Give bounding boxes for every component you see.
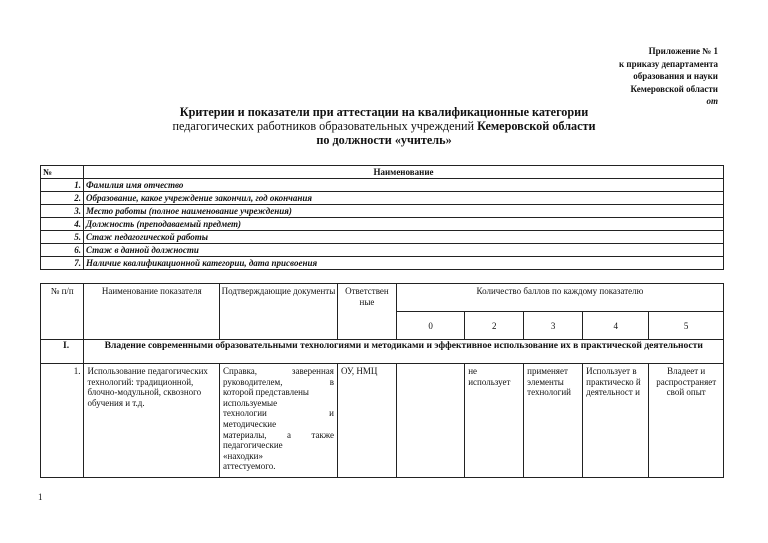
row-num: 5. xyxy=(41,231,84,244)
row-name: Стаж в данной должности xyxy=(84,244,724,257)
table-row xyxy=(41,205,724,218)
doc-line: используемые xyxy=(223,397,278,408)
doc-line: технологии и xyxy=(223,408,334,419)
row-num: 7. xyxy=(41,257,84,270)
table-row xyxy=(41,257,724,270)
row-name: Образование, какое учреждение закончил, год окончания xyxy=(84,192,724,205)
row-responsible: ОУ, НМЦ xyxy=(337,364,396,478)
info-table-header xyxy=(41,166,724,179)
info-header-num: № xyxy=(41,166,84,179)
row-num: 4. xyxy=(41,218,84,231)
annex-line: Кемеровской области xyxy=(630,83,718,94)
header-num: № п/п xyxy=(41,284,84,340)
doc-line: материалы, а также xyxy=(223,429,334,440)
score-col-0: 0 xyxy=(396,312,464,340)
score-col-3: 3 xyxy=(524,312,583,340)
row-num: 1. xyxy=(41,179,84,192)
doc-line: Справка, заверенная xyxy=(223,366,334,376)
annex-line: образования и науки xyxy=(633,71,718,82)
doc-line: руководителем, в xyxy=(223,376,334,387)
table-row xyxy=(41,218,724,231)
doc-line: педагогические xyxy=(223,440,283,451)
row-score-5: Владеет и распространяет свой опыт xyxy=(649,364,724,478)
row-name: Должность (преподаваемый предмет) xyxy=(84,218,724,231)
score-col-4: 4 xyxy=(583,312,649,340)
score-col-2: 2 xyxy=(465,312,524,340)
title-line-3: по должности «учитель» xyxy=(316,132,452,147)
doc-line: «находки» xyxy=(223,450,263,461)
row-num: 1. xyxy=(41,364,84,478)
row-num: 3. xyxy=(41,205,84,218)
section-row xyxy=(41,340,724,364)
info-header-name: Наименование xyxy=(84,166,724,179)
annex-line: к приказу департамента xyxy=(618,58,718,69)
title-line-2 xyxy=(0,120,768,134)
row-name: Фамилия имя отчество xyxy=(84,179,724,192)
header-responsible: Ответствен ные xyxy=(337,284,396,340)
title-line-2-bold: Кемеровской области xyxy=(477,118,596,133)
table-row xyxy=(41,192,724,205)
criteria-header-row xyxy=(41,284,724,312)
info-table xyxy=(40,165,724,270)
row-indicator: Использование педагогических технологий: традиционной, блочно-модульной, сквозного обучения и т.д. xyxy=(84,364,220,478)
title-line-1: Критерии и показатели при аттестации на квалификационные категории xyxy=(179,105,589,119)
table-row xyxy=(41,231,724,244)
row-num: 6. xyxy=(41,244,84,257)
annex-block xyxy=(619,45,718,108)
doc-line: аттестуемого. xyxy=(223,461,276,472)
score-col-5: 5 xyxy=(649,312,724,340)
annex-line-date: от xyxy=(706,96,718,107)
row-score-4: Использует в практическо й деятельност и xyxy=(583,364,649,478)
row-score-2: не использует xyxy=(465,364,524,478)
doc-line: методические xyxy=(223,418,277,429)
doc-line: которой представлены xyxy=(223,387,309,398)
criteria-table xyxy=(40,283,724,478)
annex-line: Приложение № 1 xyxy=(648,46,718,56)
row-name: Стаж педагогической работы xyxy=(84,231,724,244)
row-num: 2. xyxy=(41,192,84,205)
header-docs: Подтверждающие документы xyxy=(220,284,338,340)
row-name: Место работы (полное наименование учреждения) xyxy=(84,205,724,218)
header-indicator: Наименование показателя xyxy=(84,284,220,340)
title-line-2-plain: педагогических работников образовательных учреждений xyxy=(172,118,478,133)
row-documents xyxy=(220,364,338,478)
table-row xyxy=(41,364,724,478)
row-score-0 xyxy=(396,364,464,478)
section-num: I. xyxy=(41,340,84,364)
table-row xyxy=(41,244,724,257)
page-number: 1 xyxy=(38,492,43,502)
table-row xyxy=(41,179,724,192)
section-title: Владение современными образовательными технологиями и методиками и эффективное использование их в практической деятельности xyxy=(84,340,724,364)
row-name: Наличие квалификационной категории, дата присвоения xyxy=(84,257,724,270)
document-title xyxy=(0,106,768,147)
row-score-3: применяет элементы технологий xyxy=(524,364,583,478)
header-points: Количество баллов по каждому показателю xyxy=(396,284,723,312)
